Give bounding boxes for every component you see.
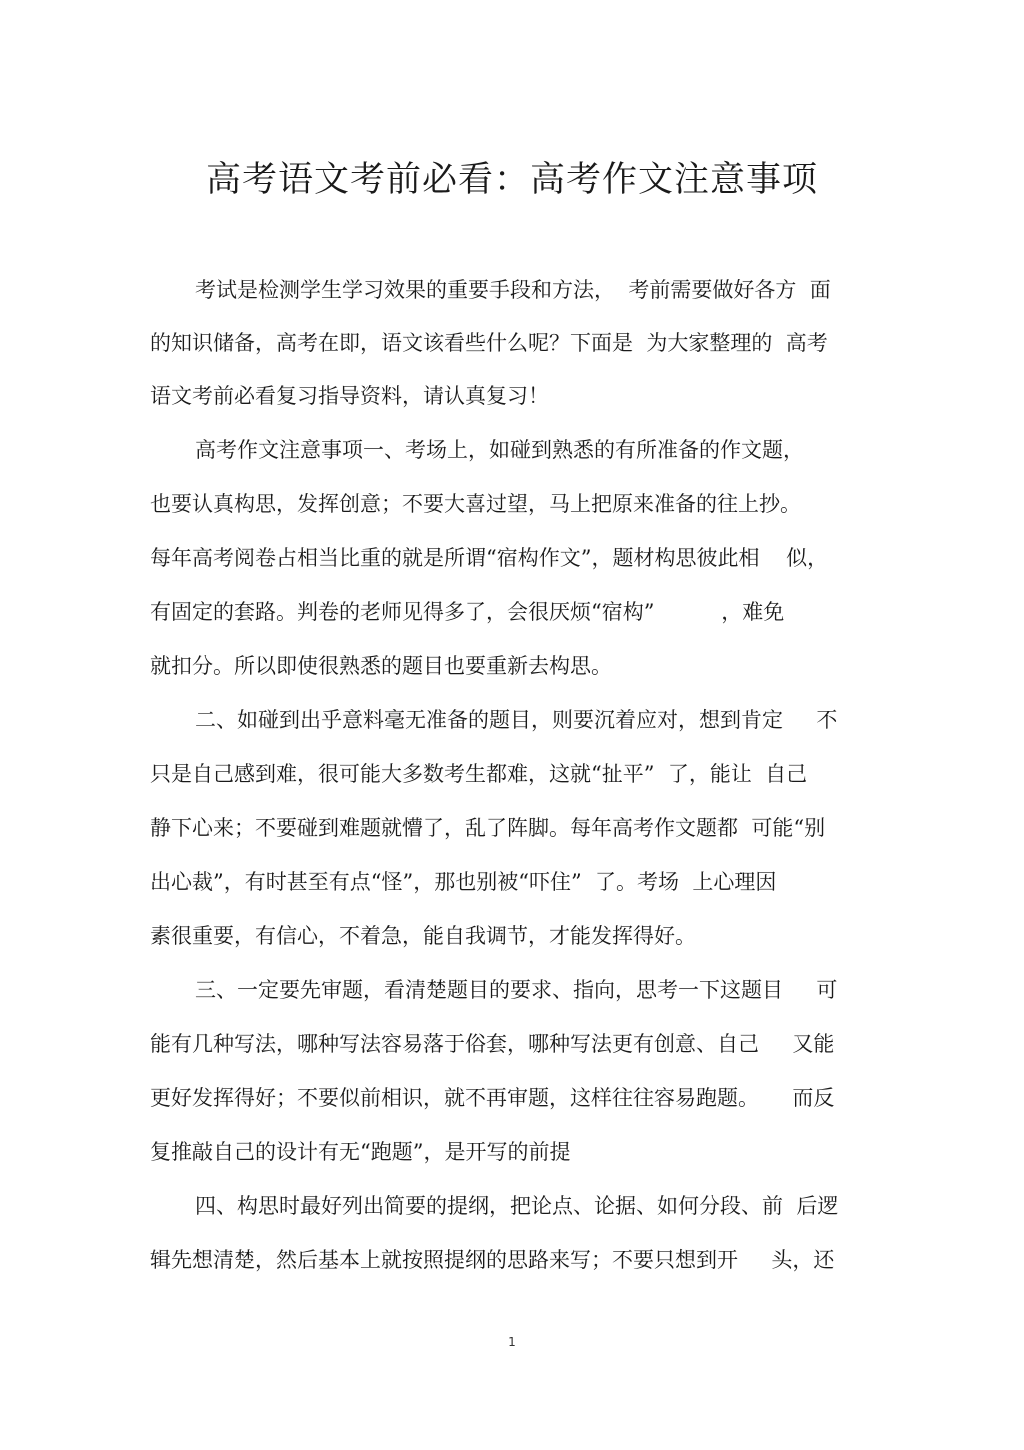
paragraph-line: 有固定的套路。判卷的老师见得多了，会很厌烦“宿构” ，难免: [150, 600, 785, 624]
paragraph-line: 高考作文注意事项一、考场上，如碰到熟悉的有所准备的作文题，: [195, 438, 804, 462]
paragraph-line: 考试是检测学生学习效果的重要手段和方法， 考前需要做好各方 面: [195, 278, 831, 302]
paragraph-line: 静下心来；不要碰到难题就懵了，乱了阵脚。每年高考作文题都 可能“别: [150, 816, 826, 840]
paragraph-line: 三、一定要先审题，看清楚题目的要求、指向，思考一下这题目 可: [195, 978, 838, 1002]
paragraph-line: 素很重要，有信心，不着急，能自我调节，才能发挥得好。: [150, 924, 696, 948]
paragraph-line: 辑先想清楚，然后基本上就按照提纲的思路来写；不要只想到开 头，还: [150, 1248, 835, 1272]
document-title: 高考语文考前必看：高考作文注意事项: [205, 160, 818, 200]
paragraph-line: 出心裁”，有时甚至有点“怪”，那也别被“吓住” 了。考场 上心理因: [150, 870, 777, 894]
paragraph-line: 二、如碰到出乎意料毫无准备的题目，则要沉着应对，想到肯定 不: [195, 708, 838, 732]
page-number: 1: [508, 1335, 516, 1349]
paragraph-line: 四、构思时最好列出简要的提纲，把论点、论据、如何分段、前 后逻: [195, 1194, 839, 1218]
paragraph-line: 只是自己感到难，很可能大多数考生都难，这就“扯平” 了，能让 自己: [150, 762, 808, 786]
paragraph-line: 也要认真构思，发挥创意；不要大喜过望，马上把原来准备的往上抄。: [150, 492, 801, 516]
paragraph-line: 就扣分。所以即使很熟悉的题目也要重新去构思。: [150, 654, 612, 678]
paragraph-line: 能有几种写法，哪种写法容易落于俗套，哪种写法更有创意、自己 又能: [150, 1032, 835, 1056]
paragraph-line: 语文考前必看复习指导资料，请认真复习！: [150, 384, 549, 408]
paragraph-line: 每年高考阅卷占相当比重的就是所谓“宿构作文”，题材构思彼此相 似，: [150, 546, 829, 570]
paragraph-line: 的知识储备，高考在即，语文该看些什么呢？下面是 为大家整理的 高考: [150, 331, 828, 355]
paragraph-line: 更好发挥得好；不要似前相识，就不再审题，这样往往容易跑题。 而反: [150, 1086, 835, 1110]
paragraph-line: 复推敲自己的设计有无“跑题”，是开写的前提: [150, 1140, 571, 1164]
